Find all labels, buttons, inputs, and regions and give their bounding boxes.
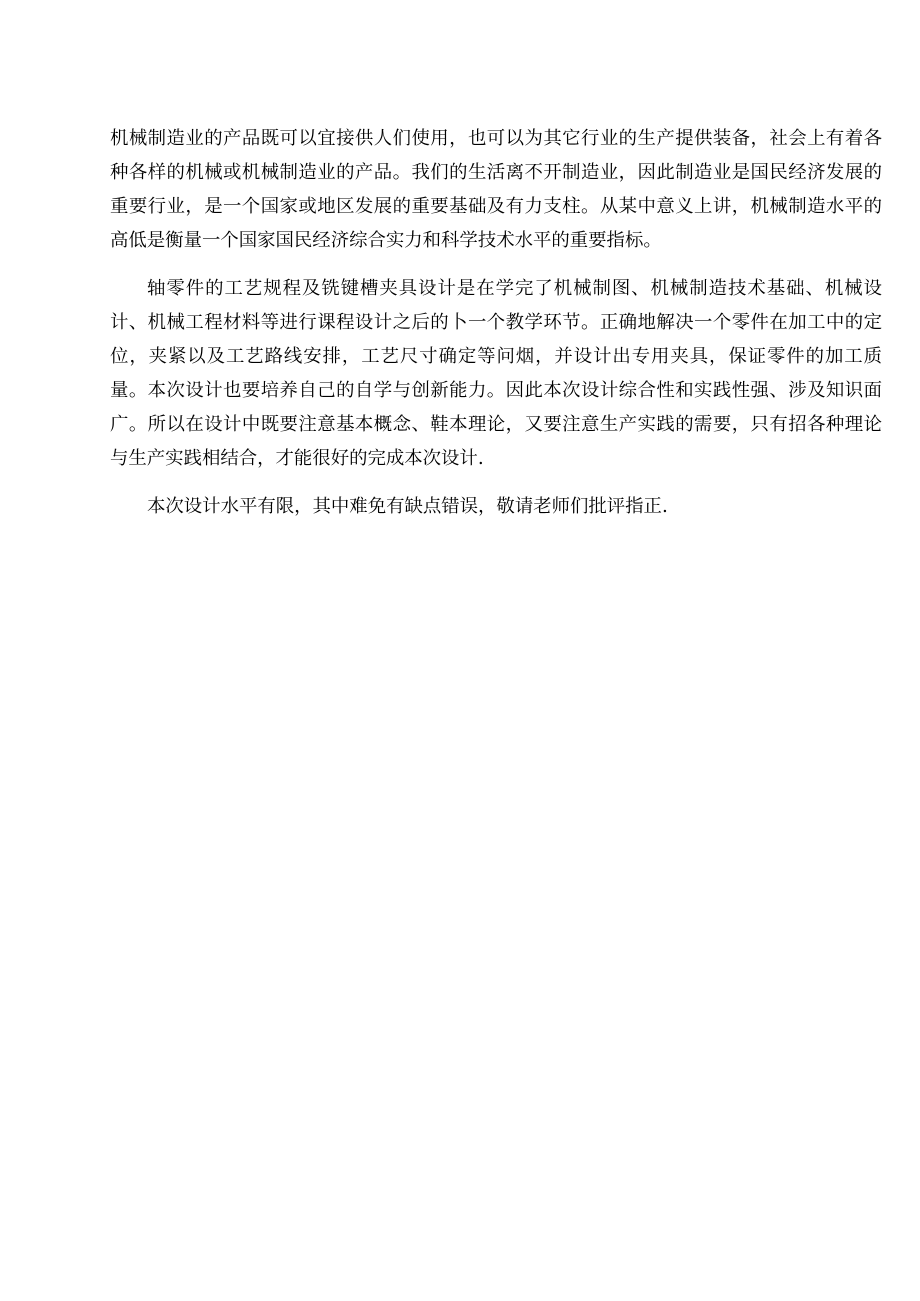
paragraph-closing-remark: 本次设计水平有限，其中难免有缺点错误，敬请老师们批评指正.	[147, 496, 668, 517]
document-page	[110, 122, 882, 538]
paragraph-intro: 机械制造业的产品既可以宜接供人们使用，也可以为其它行业的生产提供装备，社会上有着各种各样的机械或机械制造业的产品。我们的生活离不开制造业，因此制造业是国民经济发展的重要行业，是一个国家或地区发展的重要基础及有力支柱。从某中意义上讲，机械制造水平的高低是衡量一个国家国民经济综合实力和科学技术水平的重要指标。	[110, 128, 882, 251]
paragraph-design-overview: 轴零件的工艺规程及铣键槽夹具设计是在学完了机械制图、机械制造技术基础、机械设计、机械工程材料等进行课程设计之后的卜一个教学环节。正确地解决一个零件在加工中的定位，夹紧以及工艺路线安排，工艺尺寸确定等问烟，并设计出专用夹具，保证零件的加工质量。本次设计也要培养自己的自学与创新能力。因此本次设计综合性和实践性强、涉及知识面广。所以在设计中既要注意基本概念、鞋本理论，又要注意生产实践的需要，只有招各种理论与生产实践相结合，才能很好的完成本次设计.	[110, 278, 882, 469]
